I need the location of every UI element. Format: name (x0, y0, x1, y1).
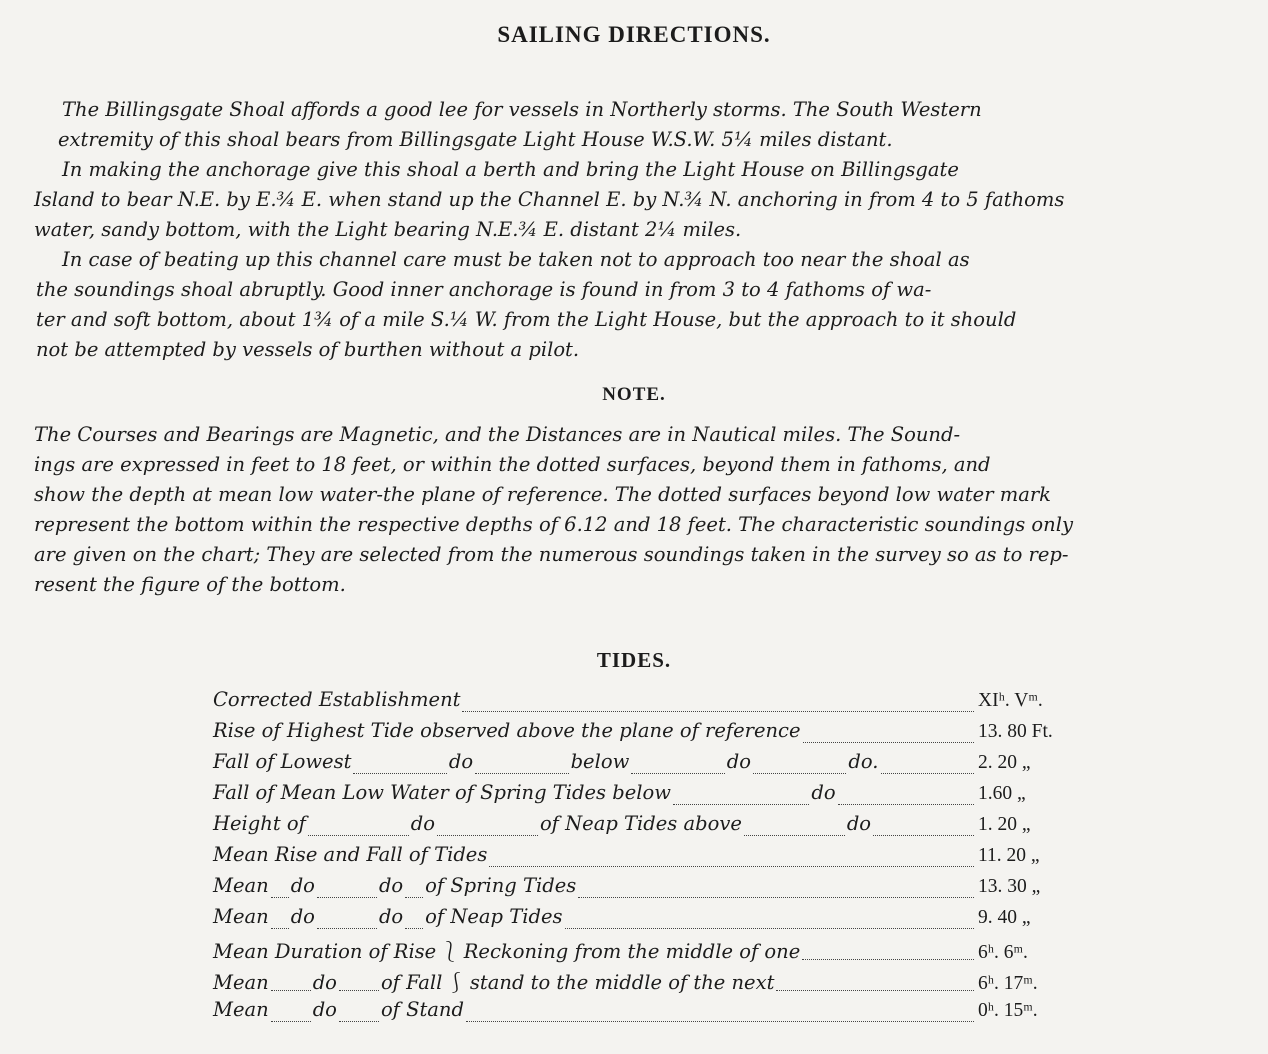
tide-value: 11. 20 „ (978, 845, 1040, 866)
text-line: Island to bear N.E. by E.¾ E. when stand up the Channel E. by N.¾ N. anchoring in from 4 to 5 fathoms (34, 188, 1065, 211)
dot-leader (776, 989, 974, 991)
ditto-mark: do (726, 750, 751, 773)
tide-label: of Stand (380, 998, 464, 1021)
dot-leader (565, 927, 974, 929)
tide-label: of Fall (380, 971, 443, 994)
text-line: are given on the chart; They are selected from the numerous soundings taken in the survey so as to rep- (34, 543, 1069, 566)
text-line: show the depth at mean low water-the plane of reference. The dotted surfaces beyond low water mark (34, 483, 1051, 506)
dot-leader (308, 834, 409, 836)
tide-value: 13. 80 Ft. (978, 721, 1053, 742)
tide-value: 13. 30 „ (978, 876, 1041, 897)
tide-label: Fall of Lowest (213, 750, 352, 773)
ditto-mark: do (448, 750, 474, 773)
sailing-directions-text (34, 95, 1065, 365)
text-line: The Billingsgate Shoal affords a good lee for vessels in Northerly storms. The South Western (62, 98, 982, 121)
dot-leader (873, 834, 974, 836)
tide-row-mean-duration-of-fall (213, 967, 1073, 998)
ditto-mark: do (811, 781, 836, 804)
ditto-mark: do. (848, 750, 879, 773)
dot-leader (803, 741, 974, 743)
tide-row-mean-spring-tides (213, 874, 1073, 905)
dot-leader (437, 834, 538, 836)
text-line: represent the bottom within the respective depths of 6.12 and 18 feet. The characteristic soundings only (34, 513, 1073, 536)
dot-leader (475, 772, 568, 774)
tide-value: 1.60 „ (978, 783, 1026, 804)
tide-label: Height of (213, 812, 306, 835)
dot-leader (317, 927, 377, 929)
tide-label: Corrected Establishment (213, 688, 461, 711)
text-line: extremity of this shoal bears from Billingsgate Light House W.S.W. 5¼ miles distant. (58, 128, 893, 151)
dot-leader (673, 803, 809, 805)
ditto-mark: do (846, 812, 872, 835)
dot-leader (271, 989, 311, 991)
ditto-mark: do (378, 905, 404, 928)
text-line: In case of beating up this channel care must be taken not to approach too near the shoal as (62, 248, 970, 271)
dot-leader (578, 896, 974, 898)
text-line: ter and soft bottom, about 1¾ of a mile S.¼ W. from the Light House, but the approach to it should (36, 308, 1017, 331)
tide-value: 6ʰ. 6ᵐ. (978, 942, 1028, 963)
tide-row-fall-of-lowest (213, 750, 1073, 781)
dot-leader (317, 896, 377, 898)
dot-leader (838, 803, 974, 805)
tide-label: Mean (213, 998, 269, 1021)
text-line: not be attempted by vessels of burthen without a pilot. (36, 338, 580, 361)
text-line: resent the figure of the bottom. (34, 573, 346, 596)
dot-leader (881, 772, 974, 774)
ditto-mark: do (290, 905, 315, 928)
tide-row-mean-duration-of-stand (213, 998, 1073, 1029)
tide-label: Mean Rise and Fall of Tides (213, 843, 488, 866)
note-text (34, 420, 1073, 600)
dot-leader (753, 772, 846, 774)
tide-row-mean-neap-tides (213, 905, 1073, 936)
tide-value: 9. 40 „ (978, 907, 1031, 928)
dot-leader (271, 896, 289, 898)
dot-leader (405, 896, 423, 898)
dot-leader (462, 710, 974, 712)
tide-row-mean-duration-of-rise (213, 936, 1073, 967)
dot-leader (466, 1020, 974, 1022)
tide-row-corrected-establishment (213, 688, 1073, 719)
tide-value: 6ʰ. 17ᵐ. (978, 973, 1038, 994)
text-line: ings are expressed in feet to 18 feet, or within the dotted surfaces, beyond them in fathoms, and (34, 453, 991, 476)
tide-label: stand to the middle of the next (469, 971, 775, 994)
ditto-mark: do (312, 998, 337, 1021)
tide-label: below (570, 750, 630, 773)
tide-label: of Neap Tides (425, 905, 563, 928)
text-line: In making the anchorage give this shoal a berth and bring the Light House on Billingsgate (62, 158, 959, 181)
tide-label: Rise of Highest Tide observed above the plane of reference (213, 719, 801, 742)
tide-value: 2. 20 „ (977, 752, 1031, 773)
tide-value: 1. 20 „ (978, 814, 1031, 835)
dot-leader (489, 865, 974, 867)
sailing-directions-title: SAILING DIRECTIONS. (497, 22, 771, 47)
dot-leader (339, 1020, 379, 1022)
ditto-mark: do (312, 971, 337, 994)
dot-leader (802, 958, 974, 960)
dot-leader (744, 834, 845, 836)
tide-label: Mean (213, 874, 269, 897)
tides-table (213, 688, 1073, 1029)
dot-leader (271, 927, 289, 929)
dot-leader (631, 772, 724, 774)
note-title: NOTE. (602, 384, 666, 405)
tide-label: of Spring Tides (425, 874, 577, 897)
tide-label: Mean (213, 971, 269, 994)
text-line: the soundings shoal abruptly. Good inner anchorage is found in from 3 to 4 fathoms of wa- (36, 278, 932, 301)
ditto-mark: do (378, 874, 404, 897)
brace-mark: ⎱ (440, 940, 460, 963)
dot-leader (339, 989, 379, 991)
tide-row-fall-of-mean-low-water (213, 781, 1073, 812)
dot-leader (271, 1020, 311, 1022)
text-line: The Courses and Bearings are Magnetic, and the Distances are in Nautical miles. The Sound- (34, 423, 961, 446)
dot-leader (405, 927, 423, 929)
tide-value: XIʰ. Vᵐ. (978, 690, 1043, 711)
tide-label: of Neap Tides above (539, 812, 742, 835)
tide-label: Mean Duration of Rise (213, 940, 437, 963)
ditto-mark: do (290, 874, 315, 897)
text-line: water, sandy bottom, with the Light bearing N.E.¾ E. distant 2¼ miles. (34, 218, 742, 241)
dot-leader (353, 772, 446, 774)
tide-label: Fall of Mean Low Water of Spring Tides below (213, 781, 671, 804)
tides-title: TIDES. (596, 648, 672, 672)
tide-row-mean-rise-and-fall (213, 843, 1073, 874)
tide-row-height-of-neap-tides (213, 812, 1073, 843)
tide-value: 0ʰ. 15ᵐ. (978, 1000, 1038, 1021)
tide-row-rise-of-highest-tide (213, 719, 1073, 750)
tide-label: Reckoning from the middle of one (463, 940, 801, 963)
brace-mark: ⎰ (446, 971, 466, 994)
ditto-mark: do (410, 812, 435, 835)
tide-label: Mean (213, 905, 269, 928)
